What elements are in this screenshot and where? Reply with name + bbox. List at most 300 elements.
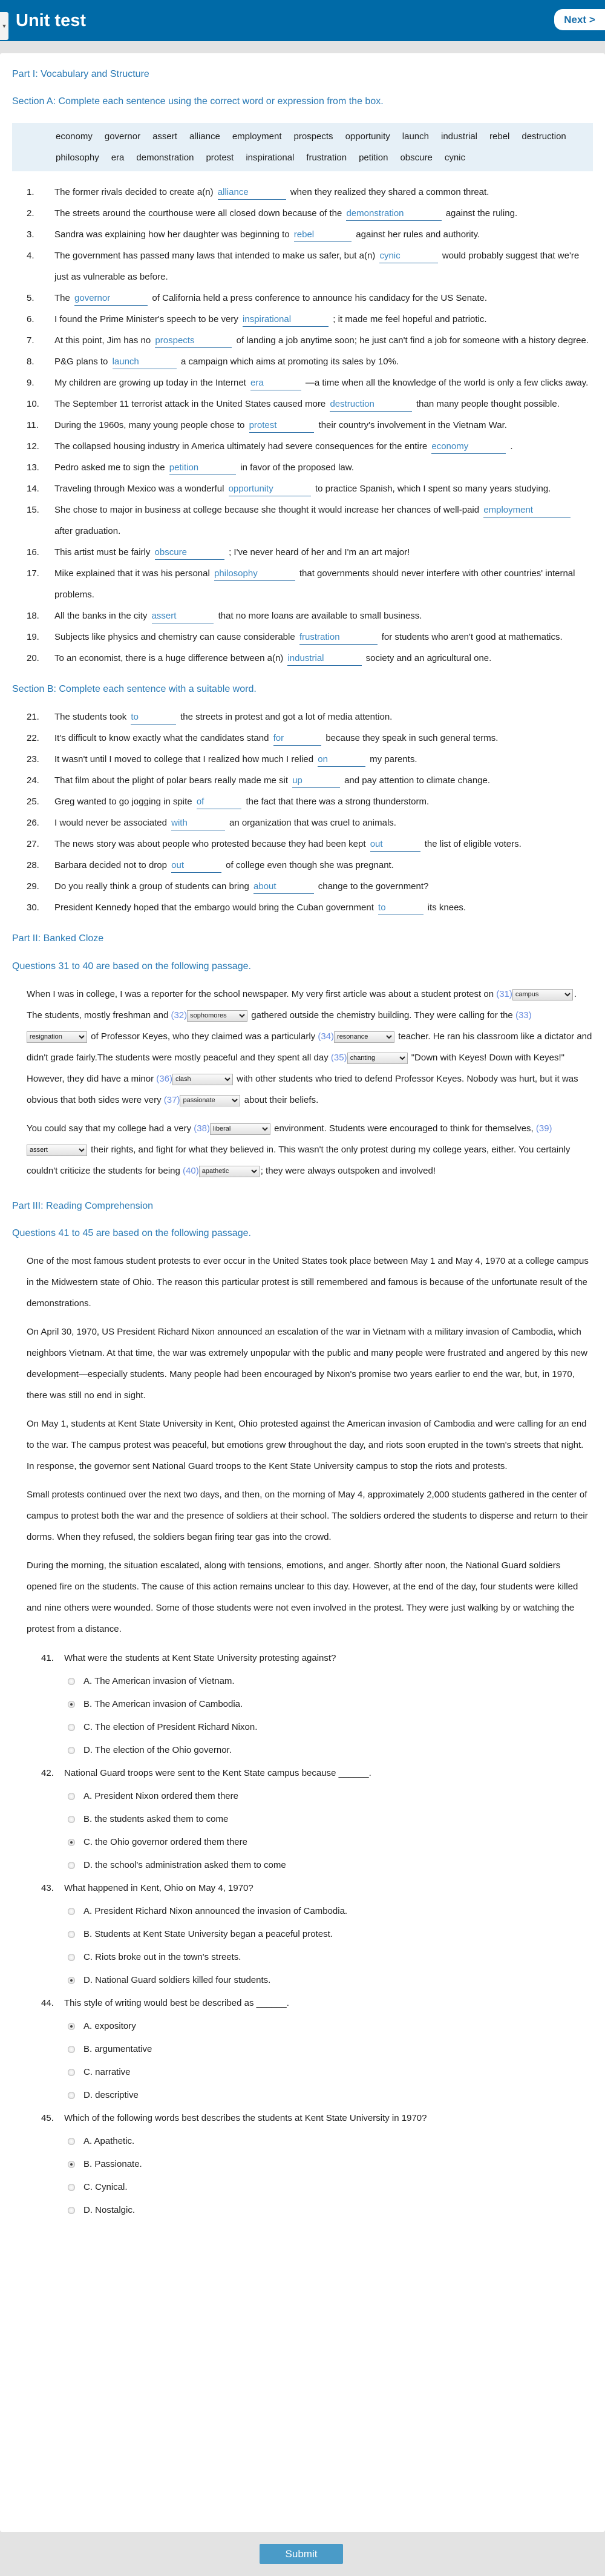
sentence-before: The collapsed housing industry in America ultimately had severe consequences for the entire <box>54 441 428 452</box>
question-number: 2. <box>27 208 34 218</box>
answer-dropdown[interactable] <box>187 1010 247 1022</box>
question-text <box>54 203 593 224</box>
sectionB-questions <box>27 706 593 918</box>
answer-input[interactable]: frustration <box>299 631 378 645</box>
answer-option[interactable] <box>68 1969 605 1992</box>
question-item <box>27 791 593 812</box>
word-bank-item: inspirational <box>246 153 295 163</box>
question-text <box>54 749 593 770</box>
sentence-after: the fact that there was a strong thunderstorm. <box>246 797 430 807</box>
answer-input[interactable]: cynic <box>379 249 437 263</box>
question-item <box>27 728 593 749</box>
question-number: 25. <box>27 797 39 807</box>
question-number: 18. <box>27 611 39 621</box>
question-number: 44. <box>41 1998 54 2008</box>
question-text <box>54 770 593 791</box>
blank-number: (32) <box>171 1010 188 1020</box>
question-item <box>27 855 593 876</box>
question-text <box>54 812 593 833</box>
option-label: C. Riots broke out in the town's streets. <box>83 1952 241 1962</box>
sentence-before: She chose to major in business at college because she thought it would increase her chances of well-paid <box>54 505 480 515</box>
sentence-after: —a time when all the knowledge of the world is only a few clicks away. <box>305 378 589 388</box>
sentence-before: Traveling through Mexico was a wonderful <box>54 484 224 494</box>
answer-option[interactable] <box>68 1854 605 1877</box>
question-number: 1. <box>27 187 34 197</box>
part2-title: Part II: Banked Cloze <box>12 933 104 944</box>
answer-input[interactable]: rebel <box>294 228 352 242</box>
sentence-before: That film about the plight of polar bears really made me sit <box>54 775 289 786</box>
sentence-before: I found the Prime Minister's speech to be very <box>54 314 238 324</box>
sentence-after: against her rules and authority. <box>356 229 480 240</box>
passage-text: about their beliefs. <box>241 1095 319 1105</box>
answer-option[interactable] <box>68 1693 605 1716</box>
radio-button[interactable] <box>68 1747 75 1754</box>
sentence-after: the streets in protest and got a lot of media attention. <box>180 712 393 722</box>
question-number: 28. <box>27 860 39 870</box>
question-number: 27. <box>27 839 39 849</box>
radio-button[interactable] <box>68 1724 75 1731</box>
radio-button[interactable] <box>68 1954 75 1961</box>
part1-title: Part I: Vocabulary and Structure <box>12 69 149 79</box>
sentence-after: and pay attention to climate change. <box>344 775 491 786</box>
word-bank-item: protest <box>206 153 234 163</box>
cloze-paragraph <box>27 1118 592 1181</box>
question-number: 23. <box>27 754 39 764</box>
answer-input[interactable]: assert <box>152 610 214 623</box>
option-label: D. descriptive <box>83 2090 139 2100</box>
question-text <box>54 457 593 478</box>
question-item <box>27 542 593 563</box>
word-bank-item: industrial <box>440 131 478 142</box>
question-text <box>54 563 593 605</box>
blank-number: (35) <box>330 1053 347 1063</box>
sentence-before: The September 11 terrorist attack in the United States caused more <box>54 399 326 409</box>
answer-input[interactable]: protest <box>249 419 315 433</box>
question-number: 11. <box>27 420 39 430</box>
option-label: D. The election of the Ohio governor. <box>83 1745 232 1755</box>
option-label: D. Nostalgic. <box>83 2205 136 2215</box>
radio-button[interactable] <box>68 2092 75 2099</box>
answer-input[interactable]: obscure <box>155 546 224 560</box>
sentence-after: . <box>510 441 513 452</box>
next-button[interactable]: Next > <box>554 9 605 30</box>
question-number: 20. <box>27 653 39 663</box>
question-number: 7. <box>27 335 34 346</box>
sentence-before: P&G plans to <box>54 356 108 367</box>
answer-dropdown[interactable] <box>512 989 573 1000</box>
answer-input[interactable]: economy <box>431 440 506 454</box>
radio-button[interactable] <box>68 2069 75 2076</box>
reading-paragraph: During the morning, the situation escalated, along with tensions, emotions, and anger. Shortly after noon, the National Guard soldiers opened fire on the students. The cause of this action remains unclear to this day. However, at the end of the day, four students were killed and nine others were wounded. Some of those students were not even involved in the protest. They were just walking by or watching the protest from a distance. <box>27 1560 578 1634</box>
question-text <box>54 542 593 563</box>
question-number: 6. <box>27 314 34 324</box>
question-text <box>54 182 593 203</box>
question-text <box>54 372 593 393</box>
answer-option[interactable] <box>68 1808 605 1831</box>
answer-input[interactable]: up <box>292 774 340 788</box>
passage-text: "Down with Keyes! Down with Keyes!" However, they did have a minor <box>27 1053 564 1084</box>
option-label: C. narrative <box>83 2067 131 2077</box>
answer-input[interactable]: industrial <box>287 652 361 666</box>
answer-dropdown[interactable] <box>27 1031 87 1043</box>
option-label: B. Passionate. <box>83 2159 142 2169</box>
radio-button[interactable] <box>68 1908 75 1915</box>
blank-number: (40) <box>183 1166 199 1176</box>
sentence-after: ; I've never heard of her and I'm an art major! <box>229 547 410 557</box>
sentence-after: society and an agricultural one. <box>365 653 492 663</box>
word-bank-item: launch <box>402 131 429 142</box>
word-bank-item: petition <box>359 153 388 163</box>
cloze-paragraph <box>27 984 592 1111</box>
question-number: 10. <box>27 399 39 409</box>
answer-dropdown[interactable] <box>27 1145 87 1156</box>
option-label: A. expository <box>83 2021 136 2031</box>
radio-button[interactable] <box>68 2138 75 2145</box>
question-number: 13. <box>27 462 39 473</box>
option-label: C. The election of President Richard Nixon. <box>83 1722 258 1732</box>
answer-input[interactable]: opportunity <box>229 482 311 496</box>
sentence-after: would probably suggest that we're just as vulnerable as before. <box>54 251 580 282</box>
sentence-after: that no more loans are available to small business. <box>218 611 422 621</box>
blank-number: (34) <box>318 1031 335 1042</box>
answer-input[interactable]: on <box>318 753 365 767</box>
blank-number: (36) <box>156 1074 172 1084</box>
passage-text: environment. Students were encouraged to think for themselves, <box>271 1123 536 1134</box>
answer-dropdown[interactable] <box>334 1031 394 1043</box>
answer-input[interactable]: for <box>273 732 322 746</box>
answer-input[interactable]: to <box>131 711 176 724</box>
radio-selected[interactable] <box>68 1977 75 1984</box>
question-number: 14. <box>27 484 39 494</box>
answer-dropdown[interactable] <box>347 1053 408 1064</box>
blank-number: (33) <box>515 1010 532 1020</box>
question-item <box>27 897 593 918</box>
question-text <box>54 245 593 288</box>
question-text: This style of writing would best be described as ______. <box>64 1998 289 2008</box>
answer-input[interactable]: out <box>171 859 221 873</box>
test-content <box>0 53 605 2532</box>
word-bank-item: governor <box>104 131 141 142</box>
blank-number: (37) <box>163 1095 180 1105</box>
answer-option[interactable] <box>68 1785 605 1808</box>
radio-button[interactable] <box>68 1678 75 1685</box>
sentence-before: The <box>54 293 70 303</box>
answer-input[interactable]: launch <box>113 355 177 369</box>
answer-option[interactable] <box>68 1739 605 1762</box>
answer-option[interactable] <box>68 1923 605 1946</box>
question-number: 43. <box>41 1883 54 1893</box>
answer-input[interactable]: era <box>250 376 301 390</box>
radio-selected[interactable] <box>68 2023 75 2030</box>
question-item <box>27 436 593 457</box>
question-text <box>54 648 593 669</box>
question-item <box>27 499 593 542</box>
sentence-after: of California held a press conference to announce his candidacy for the US Senate. <box>152 293 488 303</box>
answer-option[interactable] <box>68 2130 605 2153</box>
question-number: 22. <box>27 733 39 743</box>
option-label: A. Apathetic. <box>83 2136 135 2146</box>
sentence-after: that governments should never interfere with other countries' internal problems. <box>54 568 575 600</box>
sentence-before: Pedro asked me to sign the <box>54 462 165 473</box>
option-label: A. President Richard Nixon announced the invasion of Cambodia. <box>83 1906 348 1916</box>
sentence-before: Mike explained that it was his personal <box>54 568 210 579</box>
passage-text: ; they were always outspoken and involved! <box>260 1166 436 1176</box>
passage-text: their rights, and fight for what they believed in. This wasn't the only protest during my college years, either. You certainly couldn't criticize the students for being <box>27 1145 571 1176</box>
question-text <box>54 605 593 626</box>
sentence-after: of landing a job anytime soon; he just can't find a job for someone with a history degree. <box>236 335 589 346</box>
part3-instruction: Questions 41 to 45 are based on the following passage. <box>12 1228 251 1238</box>
sentence-after: change to the government? <box>318 881 429 892</box>
question-item <box>27 372 593 393</box>
question-text: Which of the following words best describes the students at Kent State University in 1970? <box>64 2113 427 2123</box>
question-item <box>41 1877 605 1900</box>
option-label: A. President Nixon ordered them there <box>83 1791 238 1801</box>
sentence-after: to practice Spanish, which I spent so many years studying. <box>315 484 551 494</box>
answer-input[interactable]: destruction <box>330 398 411 412</box>
question-number: 8. <box>27 356 34 367</box>
sentence-before: At this point, Jim has no <box>54 335 151 346</box>
page-title: Unit test <box>16 11 86 30</box>
question-text <box>54 415 593 436</box>
sentence-after: their country's involvement in the Vietnam War. <box>318 420 507 430</box>
answer-option[interactable] <box>68 1831 605 1854</box>
question-item <box>27 330 593 351</box>
answer-option[interactable] <box>68 1670 605 1693</box>
answer-input[interactable]: petition <box>169 461 236 475</box>
word-bank-item: frustration <box>306 153 347 163</box>
question-text <box>54 876 593 897</box>
sentence-before: President Kennedy hoped that the embargo would bring the Cuban government <box>54 902 374 913</box>
blank-number: (38) <box>194 1123 210 1134</box>
word-bank-item: obscure <box>400 153 433 163</box>
option-label: C. Cynical. <box>83 2182 128 2192</box>
answer-option[interactable] <box>68 2038 605 2061</box>
question-text <box>54 791 593 812</box>
question-text <box>54 833 593 855</box>
question-text <box>54 288 593 309</box>
word-bank-item: assert <box>152 131 177 142</box>
answer-input[interactable]: employment <box>483 504 571 518</box>
answer-input[interactable]: alliance <box>218 186 286 200</box>
reading-paragraph: On April 30, 1970, US President Richard Nixon announced an escalation of the war in Vietnam with a military invasion of Cambodia, which neighbors Vietnam. At that time, the war was extremely unpopular with the public and many people were frustrated and angered by this new development—especially students. Many people had been encouraged by Nixon's promise two years earlier to end the war, but, in 1970, there was still no end in sight. <box>27 1327 587 1401</box>
radio-selected[interactable] <box>68 1701 75 1708</box>
answer-option[interactable] <box>68 2176 605 2199</box>
sentence-after: after graduation. <box>54 526 121 536</box>
sentence-before: Greg wanted to go jogging in spite <box>54 797 192 807</box>
question-item <box>27 706 593 728</box>
question-number: 24. <box>27 775 39 786</box>
question-item <box>41 1647 605 1670</box>
submit-button[interactable]: Submit <box>260 2544 343 2564</box>
answer-option[interactable] <box>68 1946 605 1969</box>
reading-passage <box>27 1250 592 1640</box>
caret-down-icon[interactable]: ▼ <box>0 12 8 40</box>
radio-button[interactable] <box>68 1816 75 1823</box>
question-number: 5. <box>27 293 34 303</box>
sentence-before: Subjects like physics and chemistry can cause considerable <box>54 632 295 642</box>
question-item <box>27 770 593 791</box>
answer-dropdown[interactable] <box>180 1095 240 1106</box>
passage-text: with other students who tried to defend Professor Keyes. Nobody was hurt, but it was obvious that both sides were very <box>27 1074 578 1105</box>
sentence-after: than many people thought possible. <box>416 399 560 409</box>
sentence-before: The news story was about people who protested because they had been kept <box>54 839 366 849</box>
header-bar <box>0 0 605 41</box>
question-number: 29. <box>27 881 39 892</box>
question-number: 42. <box>41 1768 54 1778</box>
question-item <box>27 749 593 770</box>
sentence-after: the list of eligible voters. <box>424 839 522 849</box>
answer-input[interactable]: prospects <box>155 334 232 348</box>
question-text <box>54 478 593 499</box>
answer-dropdown[interactable] <box>199 1166 260 1177</box>
option-label: B. the students asked them to come <box>83 1814 229 1824</box>
radio-button[interactable] <box>68 2046 75 2053</box>
sentence-after: a campaign which aims at promoting its sales by 10%. <box>180 356 399 367</box>
answer-option[interactable] <box>68 2199 605 2222</box>
radio-button[interactable] <box>68 2207 75 2214</box>
question-item <box>41 1992 605 2015</box>
question-text <box>54 330 593 351</box>
sentence-after: ; it made me feel hopeful and patriotic. <box>333 314 487 324</box>
question-number: 45. <box>41 2113 54 2123</box>
question-number: 12. <box>27 441 39 452</box>
question-number: 26. <box>27 818 39 828</box>
question-number: 21. <box>27 712 39 722</box>
question-item <box>27 563 593 605</box>
part2-instruction: Questions 31 to 40 are based on the following passage. <box>12 961 251 971</box>
question-text <box>54 436 593 457</box>
word-bank-item: economy <box>56 131 93 142</box>
option-label: B. Students at Kent State University began a peaceful protest. <box>83 1929 333 1939</box>
answer-input[interactable]: philosophy <box>214 567 295 581</box>
word-bank-item: destruction <box>522 131 566 142</box>
question-item <box>27 182 593 203</box>
sentence-before: This artist must be fairly <box>54 547 151 557</box>
question-text: What were the students at Kent State University protesting against? <box>64 1653 336 1663</box>
question-item <box>41 2107 605 2130</box>
answer-input[interactable]: out <box>370 838 420 852</box>
sentence-before: The students took <box>54 712 127 722</box>
passage-text: gathered outside the chemistry building. They were calling for the <box>249 1010 515 1020</box>
reading-paragraph: On May 1, students at Kent State University in Kent, Ohio protested against the American invasion of Cambodia and were calling for an end to the war. The campus protest was peaceful, but emotions grew throughout the day, and riots soon erupted in the town's streets that night. In response, the governor sent National Guard troops to the Kent State University campus to stop the riots and protests. <box>27 1419 587 1471</box>
question-text <box>54 728 593 749</box>
word-bank-item: rebel <box>489 131 510 142</box>
question-number: 15. <box>27 505 39 515</box>
question-item <box>27 876 593 897</box>
passage-text: . The students, mostly freshman and <box>27 989 577 1020</box>
option-label: D. the school's administration asked them to come <box>83 1860 286 1870</box>
answer-option[interactable] <box>68 2061 605 2084</box>
answer-input[interactable]: governor <box>74 292 148 306</box>
reading-paragraph: Small protests continued over the next two days, and then, on the morning of May 4, approximately 2,000 students gathered in the center of campus to protest both the war and the presence of soldiers at their school. The soldiers ordered the students to disperse and return to their dorms. When they refused, the soldiers began firing tear gas into the crowd. <box>27 1490 588 1542</box>
radio-button[interactable] <box>68 1931 75 1938</box>
sentence-before: It's difficult to know exactly what the candidates stand <box>54 733 269 743</box>
answer-option[interactable] <box>68 1716 605 1739</box>
option-label: B. The American invasion of Cambodia. <box>83 1699 243 1709</box>
question-text <box>54 626 593 648</box>
sentence-before: Do you really think a group of students can bring <box>54 881 249 892</box>
question-text <box>54 897 593 918</box>
sentence-before: It wasn't until I moved to college that I realized how much I relied <box>54 754 314 764</box>
option-label: D. National Guard soldiers killed four students. <box>83 1975 271 1985</box>
answer-dropdown[interactable] <box>172 1074 233 1085</box>
passage-text: teacher. He ran his classroom like a dictator and didn't grade fairly.The students were mostly peaceful and they spent all day <box>27 1031 592 1063</box>
answer-option[interactable] <box>68 2153 605 2176</box>
answer-input[interactable]: demonstration <box>346 207 441 221</box>
word-bank-item: cynic <box>444 153 466 163</box>
question-number: 19. <box>27 632 39 642</box>
question-item <box>41 1762 605 1785</box>
question-number: 30. <box>27 902 39 913</box>
sentence-before: Barbara decided not to drop <box>54 860 167 870</box>
question-item <box>27 648 593 669</box>
passage-text: When I was in college, I was a reporter for the school newspaper. My very first article was about a student protest on <box>27 989 497 999</box>
radio-button[interactable] <box>68 1862 75 1869</box>
sentence-before: My children are growing up today in the Internet <box>54 378 246 388</box>
question-text <box>54 706 593 728</box>
radio-selected[interactable] <box>68 1839 75 1846</box>
radio-button[interactable] <box>68 1793 75 1800</box>
question-number: 17. <box>27 568 39 579</box>
word-bank-item: alliance <box>189 131 220 142</box>
answer-input[interactable]: about <box>253 880 314 894</box>
sectionB-title: Section B: Complete each sentence with a suitable word. <box>12 684 257 694</box>
question-item <box>27 833 593 855</box>
sentence-after: my parents. <box>370 754 417 764</box>
sentence-after: of college even though she was pregnant. <box>226 860 394 870</box>
question-text <box>54 855 593 876</box>
question-number: 4. <box>27 251 34 261</box>
question-item <box>27 351 593 372</box>
answer-option[interactable] <box>68 2084 605 2107</box>
answer-input[interactable]: inspirational <box>243 313 329 327</box>
question-item <box>27 309 593 330</box>
option-label: B. argumentative <box>83 2044 152 2054</box>
question-item <box>27 626 593 648</box>
word-bank-item: employment <box>232 131 282 142</box>
question-text: What happened in Kent, Ohio on May 4, 1970? <box>64 1883 253 1893</box>
word-bank-item: prospects <box>293 131 333 142</box>
blank-number: (31) <box>496 989 512 999</box>
word-bank <box>12 123 593 171</box>
question-number: 41. <box>41 1653 54 1663</box>
answer-input[interactable]: of <box>197 795 242 809</box>
question-item <box>27 605 593 626</box>
sentence-before: The former rivals decided to create a(n) <box>54 187 214 197</box>
question-text <box>54 309 593 330</box>
sentence-after: when they realized they shared a common threat. <box>290 187 489 197</box>
question-item <box>27 393 593 415</box>
question-text <box>54 351 593 372</box>
answer-option[interactable] <box>68 1900 605 1923</box>
answer-input[interactable]: to <box>378 901 424 915</box>
answer-dropdown[interactable] <box>210 1123 270 1135</box>
answer-input[interactable]: with <box>171 816 225 830</box>
reading-paragraph: One of the most famous student protests to ever occur in the United States took place between May 1 and May 4, 1970 at a college campus in the Midwestern state of Ohio. The reason this particular protest is still remembered and famous is because of the unfortunate result of the demonstrations. <box>27 1256 589 1309</box>
answer-option[interactable] <box>68 2015 605 2038</box>
question-number: 3. <box>27 229 34 240</box>
radio-button[interactable] <box>68 2184 75 2191</box>
passage-text: You could say that my college had a very <box>27 1123 194 1134</box>
radio-selected[interactable] <box>68 2161 75 2168</box>
blank-number: (39) <box>535 1123 552 1134</box>
sentence-before: The government has passed many laws that intended to make us safer, but a(n) <box>54 251 376 261</box>
question-number: 16. <box>27 547 39 557</box>
word-bank-item: era <box>111 153 125 163</box>
question-number: 9. <box>27 378 34 388</box>
question-item <box>27 245 593 288</box>
sectionA-title: Section A: Complete each sentence using the correct word or expression from the box. <box>12 96 384 107</box>
